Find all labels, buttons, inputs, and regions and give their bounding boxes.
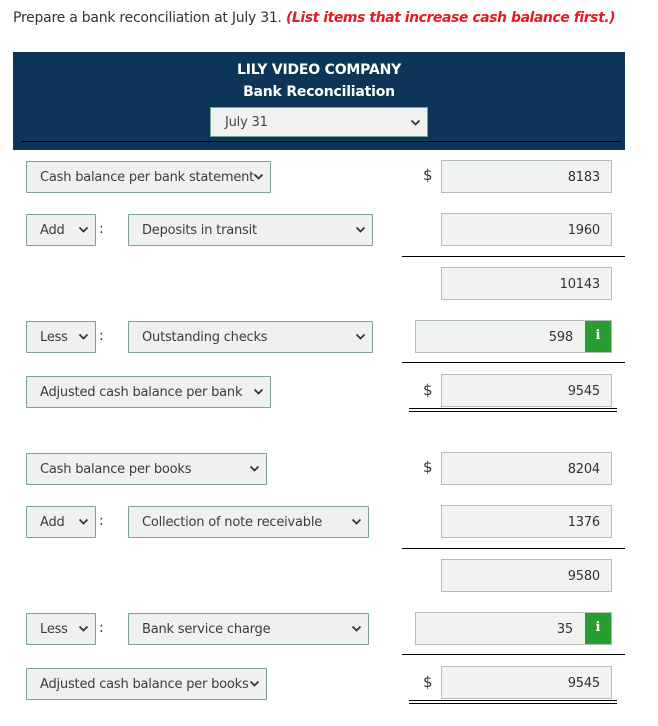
- double-rule-bottom: [409, 411, 617, 412]
- books-start-label: Cash balance per books: [40, 462, 192, 477]
- books-start-select[interactable]: [26, 453, 267, 485]
- chevron-down-icon: [78, 625, 89, 633]
- bank-add-item-select[interactable]: [128, 214, 373, 246]
- bank-add-item: Deposits in transit: [142, 223, 257, 238]
- books-less-op: Less: [40, 622, 68, 637]
- bank-add-amount-input[interactable]: 1960: [441, 213, 612, 246]
- books-adjusted-label: Adjusted cash balance per books: [40, 677, 249, 692]
- bank-less-op-select[interactable]: [26, 321, 96, 353]
- statement-title: Bank Reconciliation: [243, 84, 395, 100]
- colon: :: [99, 221, 104, 237]
- date-value: July 31: [225, 115, 268, 130]
- double-rule-top: [409, 700, 617, 701]
- bank-less-item-select[interactable]: [128, 321, 373, 353]
- bank-adjusted-label: Adjusted cash balance per bank: [40, 385, 243, 400]
- subtotal-rule: [402, 548, 625, 549]
- books-subtotal-input[interactable]: 9580: [441, 559, 612, 592]
- colon: :: [99, 620, 104, 636]
- bank-adjusted-amount-input[interactable]: 9545: [441, 374, 612, 407]
- subtotal-rule: [402, 256, 625, 257]
- info-icon[interactable]: i: [585, 613, 611, 644]
- chevron-down-icon: [78, 333, 89, 341]
- books-start-amount-input[interactable]: 8204: [441, 452, 612, 485]
- instruction-main: Prepare a bank reconciliation at July 31.: [13, 10, 282, 26]
- bank-less-item: Outstanding checks: [142, 330, 268, 345]
- bank-less-op: Less: [40, 330, 68, 345]
- chevron-down-icon: [249, 680, 260, 688]
- books-adjusted-select[interactable]: [26, 668, 267, 700]
- bank-start-select[interactable]: [26, 161, 271, 193]
- chevron-down-icon: [78, 226, 89, 234]
- books-add-op: Add: [40, 515, 65, 530]
- chevron-down-icon: [355, 226, 366, 234]
- books-add-amount-input[interactable]: 1376: [441, 505, 612, 538]
- books-less-item-select[interactable]: [128, 613, 369, 645]
- bank-start-label: Cash balance per bank statement: [40, 170, 255, 185]
- bank-start-amount-input[interactable]: 8183: [441, 160, 612, 193]
- bank-add-op-select[interactable]: [26, 214, 96, 246]
- books-less-item: Bank service charge: [142, 622, 271, 637]
- chevron-down-icon: [351, 518, 362, 526]
- chevron-down-icon: [253, 173, 264, 181]
- company-name: LILY VIDEO COMPANY: [236, 62, 402, 78]
- colon: :: [99, 513, 104, 529]
- chevron-down-icon: [78, 518, 89, 526]
- books-add-op-select[interactable]: [26, 506, 96, 538]
- double-rule-top: [409, 408, 617, 409]
- dollar-sign: $: [423, 458, 433, 476]
- instruction-emphasis: (List items that increase cash balance first.): [285, 10, 616, 26]
- books-less-amount-input[interactable]: 35: [415, 612, 612, 645]
- chevron-down-icon: [249, 465, 260, 473]
- bank-subtotal-input[interactable]: 10143: [441, 267, 612, 300]
- dollar-sign: $: [423, 166, 433, 184]
- total-rule: [402, 654, 625, 655]
- bank-add-op: Add: [40, 223, 65, 238]
- double-rule-bottom: [409, 703, 617, 704]
- dollar-sign: $: [423, 673, 433, 691]
- books-add-item-select[interactable]: [128, 506, 369, 538]
- chevron-down-icon: [253, 388, 264, 396]
- bank-less-amount-input[interactable]: 598: [415, 320, 612, 353]
- info-icon[interactable]: i: [585, 321, 611, 352]
- dollar-sign: $: [423, 381, 433, 399]
- colon: :: [99, 328, 104, 344]
- header-divider: [22, 141, 621, 142]
- date-select[interactable]: [210, 107, 428, 137]
- bank-adjusted-select[interactable]: [26, 376, 271, 408]
- total-rule: [402, 362, 625, 363]
- chevron-down-icon: [355, 333, 366, 341]
- chevron-down-icon: [410, 119, 421, 127]
- books-less-op-select[interactable]: [26, 613, 96, 645]
- instruction-text: [13, 10, 615, 26]
- books-adjusted-amount-input[interactable]: 9545: [441, 666, 612, 699]
- books-add-item: Collection of note receivable: [142, 515, 323, 530]
- chevron-down-icon: [351, 625, 362, 633]
